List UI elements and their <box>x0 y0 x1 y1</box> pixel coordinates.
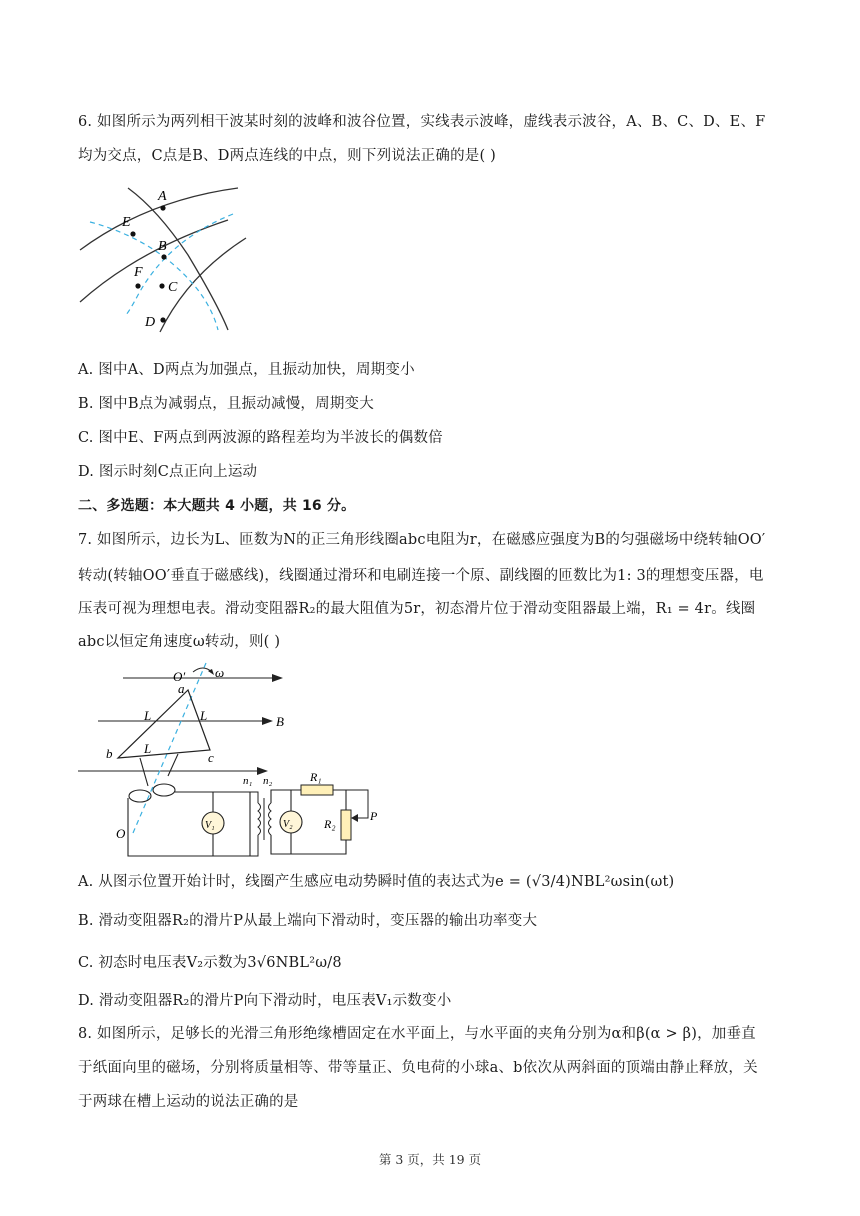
q7-label-v2: V₂ <box>283 819 293 830</box>
q7-label-p: P <box>370 809 378 823</box>
q6-wave-interference-figure <box>78 180 258 335</box>
q7-label-r2: R₂ <box>324 817 336 831</box>
q8-stem-line2: 于纸面向里的磁场，分别将质量相等、带等量正、负电荷的小球a、b依次从两斜面的顶端由静止释放，关 <box>78 1060 758 1076</box>
q6-label-D: D <box>145 315 156 330</box>
q6-option-a[interactable]: A. 图中A、D两点为加强点，且振动加快，周期变小 <box>78 362 415 378</box>
q7-stem-line1: 7. 如图所示，边长为L、匝数为N的正三角形线圈abc电阻为r，在磁感应强度为B的匀强磁场中绕转轴OO′ <box>78 532 766 548</box>
q7-label-l3: L <box>144 741 152 756</box>
q7-label-b: b <box>106 746 113 761</box>
q7-label-c: c <box>208 750 214 765</box>
q7-option-a[interactable]: A. 从图示位置开始计时，线圈产生感应电动势瞬时值的表达式为e = (√3/4)NBL²ωsin(ωt) <box>78 874 675 890</box>
q7-label-n1: n₁ <box>243 775 253 787</box>
q6-option-c[interactable]: C. 图中E、F两点到两波源的路程差均为半波长的偶数倍 <box>78 430 443 446</box>
q7-option-d[interactable]: D. 滑动变阻器R₂的滑片P向下滑动时，电压表V₁示数变小 <box>78 993 452 1009</box>
q7-label-o-prime: O′ <box>173 669 186 684</box>
q8-stem-line3: 于两球在槽上运动的说法正确的是 <box>78 1094 299 1110</box>
q7-option-b[interactable]: B. 滑动变阻器R₂的滑片P从最上端向下滑动时，变压器的输出功率变大 <box>78 913 538 929</box>
q6-label-A: A <box>158 189 167 204</box>
q6-label-E: E <box>122 215 131 230</box>
q7-stem-line3: 压表可视为理想电表。滑动变阻器R₂的最大阻值为5r，初态滑片位于滑动变阻器最上端，R₁ = 4r。线圈 <box>78 601 756 617</box>
q7-label-b-field: B <box>276 714 284 729</box>
crest-arc <box>80 220 228 302</box>
q7-stem-line2: 转动(转轴OO′垂直于磁感线)，线圈通过滑环和电刷连接一个原、副线圈的匝数比为1: 3的理想变压器，电 <box>78 568 764 584</box>
q6-label-F: F <box>134 265 143 280</box>
q7-label-l2: L <box>200 708 208 723</box>
q6-option-b[interactable]: B. 图中B点为减弱点，且振动减慢，周期变大 <box>78 396 374 412</box>
q7-label-a: a <box>178 681 185 696</box>
page-footer: 第 3 页，共 19 页 <box>378 1152 482 1167</box>
crest-arc <box>128 188 228 330</box>
q6-label-C: C <box>168 280 178 295</box>
q7-option-c[interactable]: C. 初态时电压表V₂示数为3√6NBL²ω/8 <box>78 955 342 971</box>
q6-label-B: B <box>158 239 167 254</box>
q7-label-l1: L <box>144 708 152 723</box>
q7-stem-line4: abc以恒定角速度ω转动，则( ) <box>78 634 281 650</box>
q6-option-d[interactable]: D. 图示时刻C点正向上运动 <box>78 464 258 480</box>
section-heading-multiple-choice: 二、多选题：本大题共 4 小题，共 16 分。 <box>78 498 356 514</box>
q7-label-n2: n₂ <box>263 775 273 787</box>
q7-label-r1: R₁ <box>310 770 322 784</box>
q6-stem-line1: 6. 如图所示为两列相干波某时刻的波峰和波谷位置，实线表示波峰，虚线表示波谷，A、B、C、D、E、F <box>78 114 766 130</box>
q7-generator-transformer-figure <box>78 658 398 863</box>
q8-stem-line1: 8. 如图所示，足够长的光滑三角形绝缘槽固定在水平面上，与水平面的夹角分别为α和β(α > β)，加垂直 <box>78 1026 756 1042</box>
q7-label-o: O <box>116 826 126 841</box>
q7-label-omega: ω <box>215 665 225 680</box>
q7-label-v1: V₁ <box>205 820 215 831</box>
q6-stem-line2: 均为交点，C点是B、D两点连线的中点，则下列说法正确的是( ) <box>78 148 496 164</box>
